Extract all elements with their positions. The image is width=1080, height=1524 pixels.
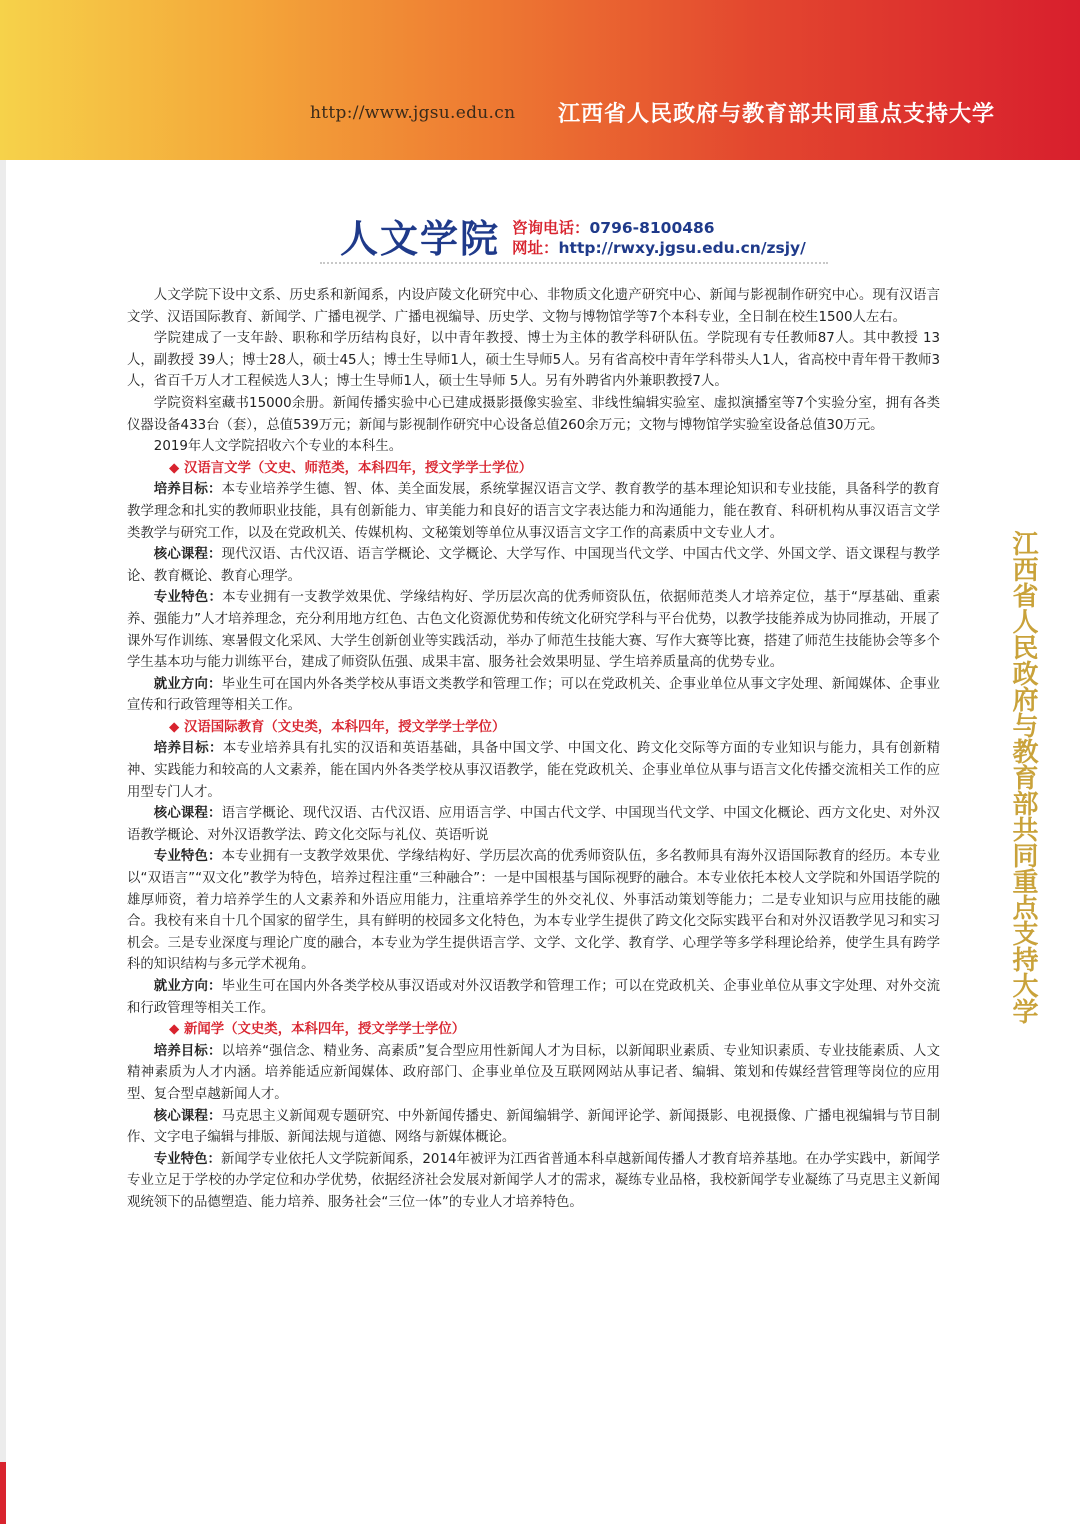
major-item xyxy=(127,587,940,673)
major-item xyxy=(127,1149,940,1214)
major-item xyxy=(127,1106,940,1149)
item-label: 专业特色： xyxy=(153,1151,221,1167)
major-heading xyxy=(127,1019,940,1041)
major-item xyxy=(127,846,940,976)
major-item xyxy=(127,803,940,846)
left-edge-strip xyxy=(0,160,6,1524)
diamond-bullet-icon: ◆ xyxy=(169,460,184,476)
article-body xyxy=(127,285,940,1214)
left-edge-red-mark xyxy=(0,1462,6,1524)
header-banner xyxy=(0,0,1080,160)
item-text: 现代汉语、古代汉语、语言学概论、文学概论、大学写作、中国现当代文学、中国古代文学、外国文学、语文课程与教学论、教育概论、教育心理学。 xyxy=(127,547,941,584)
item-text: 新闻学专业依托人文学院新闻系，2014年被评为江西省普通本科卓越新闻传播人才教育培养基地。在办学实践中，新闻学专业立足于学校的办学定位和办学优势，依据经济社会发展对新闻学人才的需求，凝练专业品格，我校新闻学专业凝练了马克思主义新闻观统领下的品德塑造、能力培养、服务社会“三位一体”的专业人才培养特色。 xyxy=(127,1151,940,1210)
item-text: 毕业生可在国内外各类学校从事语文类教学和管理工作；可以在党政机关、企事业单位从事文字处理、新闻媒体、企事业宣传和行政管理等相关工作。 xyxy=(127,676,941,714)
item-text: 本专业培养具有扎实的汉语和英语基础，具备中国文学、中国文化、跨文化交际等方面的专业知识与能力，具有创新精神、实践能力和较高的人文素养，能在国内外各类学校从事汉语教学，能在党政机关、企事业单位从事与语言文化传播交流相关工作的应用型专门人才。 xyxy=(127,741,941,800)
website-url[interactable]: http://www.jgsu.edu.cn xyxy=(310,103,516,123)
item-label: 培养目标： xyxy=(153,482,222,498)
intro-paragraph: 学院资料室藏书15000余册。新闻传播实验中心已建成摄影摄像实验室、非线性编辑实验室、虚拟演播室等7个实验分室，拥有各类仪器设备433台（套），总值539万元；新闻与影视制作研究中心设备总值260余万元；文物与博物馆学实验室设备总值30万元。 xyxy=(127,395,940,433)
item-label: 核心课程： xyxy=(153,547,222,563)
item-text: 语言学概论、现代汉语、古代汉语、应用语言学、中国古代文学、中国现当代文学、中国文化概论、西方文化史、对外汉语教学概论、对外汉语教学法、跨文化交际与礼仪、英语听说 xyxy=(127,806,941,843)
item-label: 专业特色： xyxy=(153,590,223,606)
item-label: 核心课程： xyxy=(153,806,222,822)
item-label: 培养目标： xyxy=(153,741,223,757)
intro-paragraph: 人文学院下设中文系、历史系和新闻系，内设庐陵文化研究中心、非物质文化遗产研究中心、新闻与影视制作研究中心。现有汉语言文学、汉语国际教育、新闻学、广播电视学、广播电视编导、历史学、文物与博物馆学等7个本科专业，全日制在校生1500人左右。 xyxy=(127,288,940,325)
item-text: 毕业生可在国内外各类学校从事汉语或对外汉语教学和管理工作；可以在党政机关、企事业单位从事文字处理、对外交流和行政管理等相关工作。 xyxy=(127,979,941,1016)
major-item xyxy=(127,479,940,544)
web-label: 网址： xyxy=(512,239,559,257)
major-item xyxy=(127,544,940,587)
diamond-bullet-icon: ◆ xyxy=(169,1022,184,1038)
item-text: 本专业拥有一支教学效果优、学缘结构好、学历层次高的优秀师资队伍，依据师范类人才培养定位，基于“厚基础、重素养、强能力”人才培养理念，充分利用地方红色、古色文化资源优势和传统文化研究学科与平台优势，以教学技能养成为协同推动，开展了课外写作训练、寒暑假文化采风、大学生创新创业等实践活动，举办了师范生技能大赛、写作大赛等比赛，搭建了师范生技能协会等多个学生基本功与能力训练平台，建成了师资队伍强、成果丰富、服务社会效果明显、学生培养质量高的优势专业。 xyxy=(127,590,940,671)
phone-row xyxy=(512,218,806,238)
web-link[interactable]: http://rwxy.jgsu.edu.cn/zsjy/ xyxy=(558,239,806,257)
title-divider xyxy=(320,262,828,264)
web-row xyxy=(512,238,806,258)
major-item xyxy=(127,976,940,1019)
major-item xyxy=(127,738,940,803)
item-label: 核心课程： xyxy=(153,1108,222,1124)
item-label: 培养目标： xyxy=(153,1043,222,1059)
item-label: 就业方向： xyxy=(153,676,222,692)
major-heading-text: 新闻学（文史类，本科四年，授文学学士学位） xyxy=(183,1022,466,1038)
intro-paragraph: 2019年人文学院招收六个专业的本科生。 xyxy=(153,439,403,455)
item-text: 以培养“强信念、精业务、高素质”复合型应用性新闻人才为目标，以新闻职业素质、专业知识素质、专业技能素质、人文精神素质为人才内涵。培养能适应新闻媒体、政府部门、企事业单位及互联网网站从事记者、编辑、策划和传媒经营管理等岗位的应用型、复合型卓越新闻人才。 xyxy=(127,1043,940,1102)
major-item xyxy=(127,674,940,717)
item-label: 就业方向： xyxy=(153,979,222,994)
side-vertical-slogan: 江西省人民政府与教育部共同重点支持大学 xyxy=(1008,530,1038,1024)
phone-number[interactable]: 0796-8100486 xyxy=(589,219,715,237)
diamond-bullet-icon: ◆ xyxy=(169,719,184,735)
item-text: 本专业拥有一支教学效果优、学缘结构好、学历层次高的优秀师资队伍，多名教师具有海外汉语国际教育的经历。本专业以“双语言”“双文化”教学为特色，培养过程注重“三种融合”：一是中国根基与国际视野的融合。本专业依托本校人文学院和外国语学院的雄厚师资，着力培养学生的人文素养和外语应用能力，注重培养学生的外交礼仪、外事活动策划等能力；二是专业知识与应用技能的融合。我校有来自十几个国家的留学生，具有鲜明的校园多文化特色，为本专业学生提供了跨文化交际实践平台和对外汉语教学见习和实习机会。三是专业深度与理论广度的融合，本专业为学生提供语言学、文学、文化学、教育学、心理学等多学科理论给养，使学生具有跨学科的知识结构与多元学术视角。 xyxy=(127,849,941,973)
page-title: 人文学院 xyxy=(340,217,501,261)
item-text: 本专业培养学生德、智、体、美全面发展，系统掌握汉语言文学、教育教学的基本理论知识和专业技能，具备科学的教育教学理念和扎实的教师职业技能，具有创新能力、审美能力和良好的语言文字表达能力和沟通能力，能在教育、科研机构从事汉语言文学类教学与研究工作，以及在党政机关、传媒机构、文秘策划等单位从事汉语言文字工作的高素质中文专业人才。 xyxy=(127,482,941,541)
item-label: 专业特色： xyxy=(153,849,222,865)
banner-slogan: 江西省人民政府与教育部共同重点支持大学 xyxy=(558,102,996,127)
major-heading xyxy=(127,458,940,480)
major-heading-text: 汉语国际教育（文史类，本科四年，授文学学士学位） xyxy=(183,719,506,735)
major-heading-text: 汉语言文学（文史、师范类，本科四年，授文学学士学位） xyxy=(183,460,533,476)
major-item xyxy=(127,1041,940,1106)
major-heading xyxy=(127,717,940,739)
intro-paragraph: 学院建成了一支年龄、职称和学历结构良好，以中青年教授、博士为主体的教学科研队伍。学院现有专任教师87人。其中教授 13人，副教授 39人；博士28人，硕士45人；博士生导师1人，硕士生导师5人。另有省高校中青年学科带头人1人，省高校中青年骨干教师3人，省百千万人才工程候选人3人；博士生导师1人，硕士生导师 5人。另有外聘省内外兼职教授7人。 xyxy=(127,331,940,390)
phone-label: 咨询电话： xyxy=(512,219,590,237)
item-text: 马克思主义新闻观专题研究、中外新闻传播史、新闻编辑学、新闻评论学、新闻摄影、电视摄像、广播电视编辑与节目制作、文字电子编辑与排版、新闻法规与道德、网络与新媒体概论。 xyxy=(127,1108,941,1146)
contact-info xyxy=(512,218,806,258)
